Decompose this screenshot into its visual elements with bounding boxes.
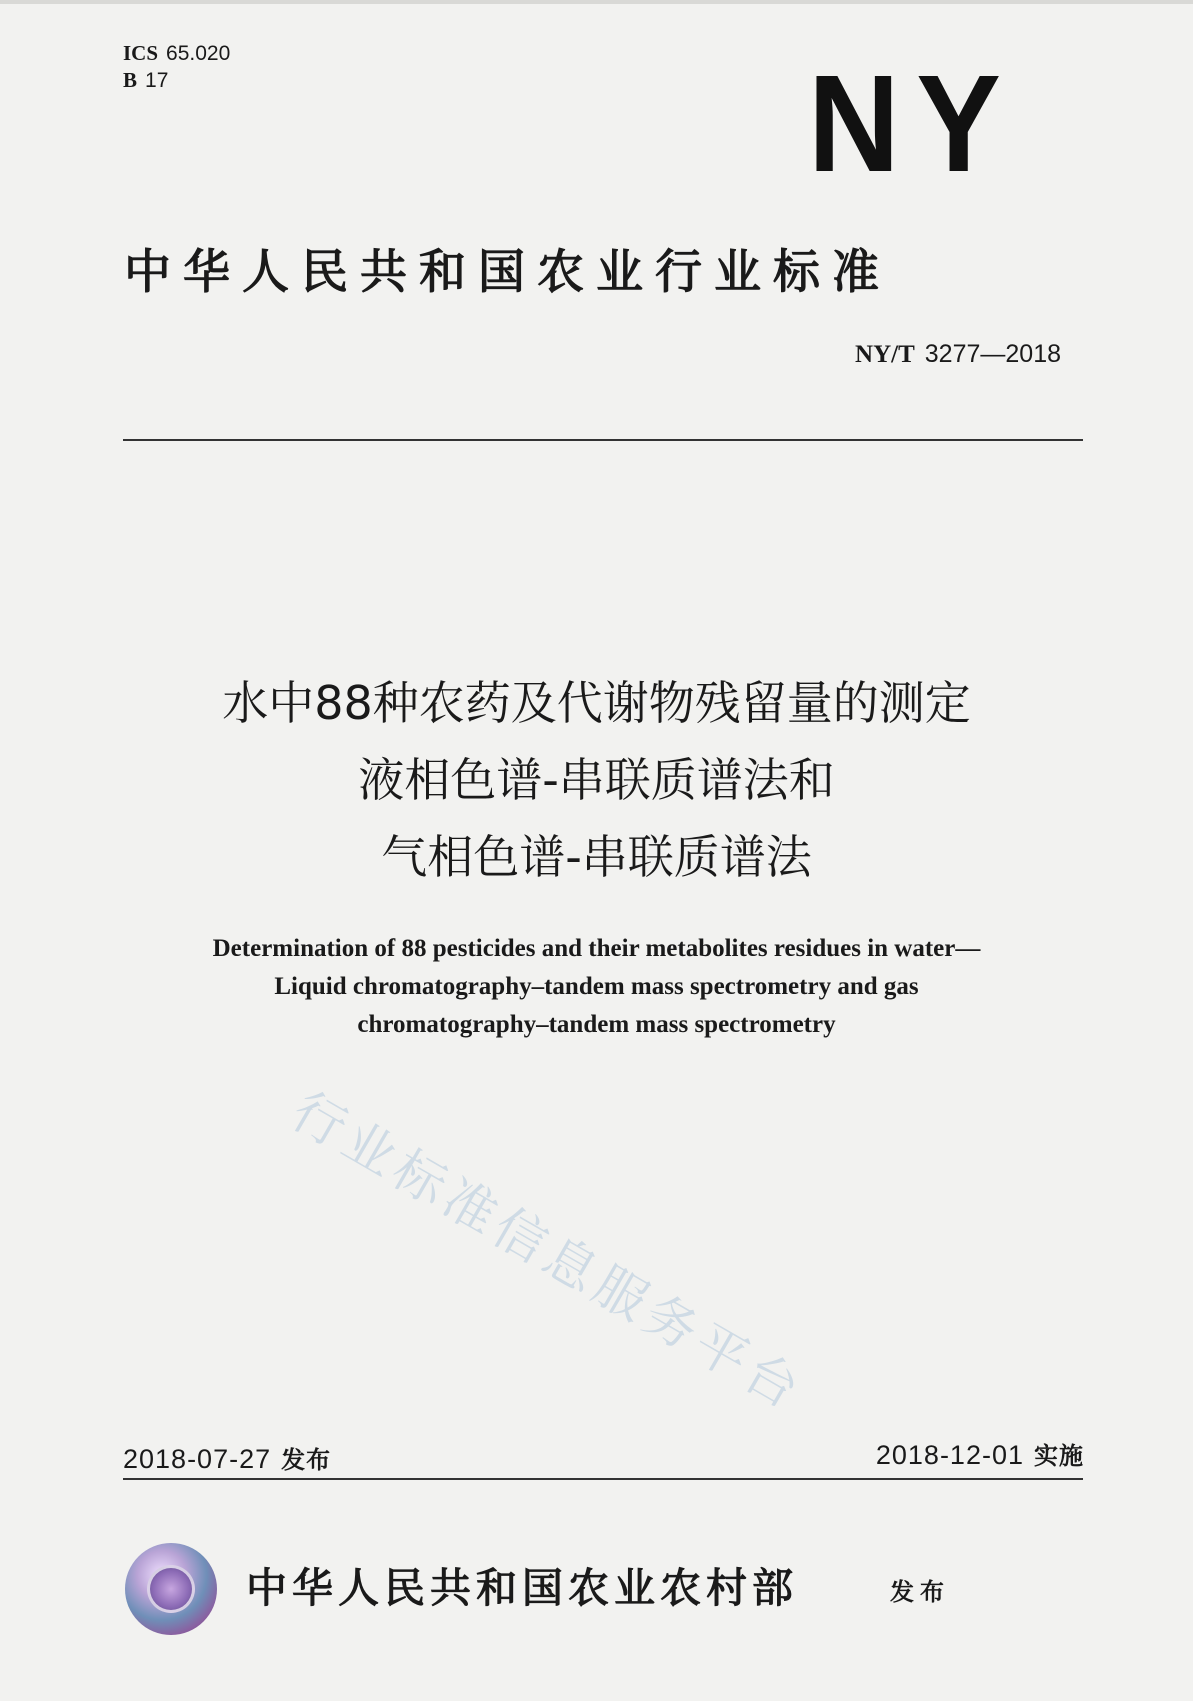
ccs-code [123, 67, 230, 94]
effective-date [876, 1436, 1084, 1471]
chinese-title-line-1: 水中88种农药及代谢物残留量的测定 [222, 676, 971, 730]
chinese-title-line-2: 液相色谱-串联质谱法和 [358, 753, 835, 807]
english-title-line-3: chromatography–tandem mass spectrometry [357, 1011, 836, 1038]
standard-number-prefix: NY/T [855, 341, 915, 368]
classification-codes [123, 40, 230, 94]
ics-label: ICS [123, 41, 159, 65]
ics-code [123, 40, 230, 67]
ccs-label: B [123, 68, 138, 92]
chinese-title-line-3: 气相色谱-串联质谱法 [381, 830, 812, 884]
issue-date-label: 发布 [281, 1446, 332, 1474]
hologram-seal-icon [125, 1543, 217, 1635]
seal-inner [147, 1565, 195, 1613]
issuing-ministry: 中华人民共和国农业农村部 [246, 1564, 798, 1612]
bottom-divider [123, 1478, 1083, 1480]
english-title-line-2: Liquid chromatography–tandem mass spectrometry and gas [274, 973, 919, 1000]
top-divider [123, 439, 1083, 441]
ccs-value: 17 [145, 69, 169, 92]
english-title [0, 930, 1193, 1044]
ministry-publish-label: 发布 [890, 1578, 950, 1606]
effective-date-label: 实施 [1034, 1442, 1084, 1470]
issue-date [123, 1440, 331, 1475]
chinese-title [0, 665, 1193, 896]
english-title-line-1: Determination of 88 pesticides and their metabolites residues in water— [212, 935, 981, 962]
ny-logo: NY [808, 47, 1018, 201]
effective-date-value: 2018-12-01 [875, 1440, 1024, 1470]
ics-value: 65.020 [166, 42, 231, 65]
issue-date-value: 2018-07-27 [123, 1444, 272, 1474]
standard-number-value: 3277—2018 [924, 340, 1061, 368]
scan-edge [0, 0, 1193, 4]
standard-number [855, 340, 1061, 369]
standard-category-title: 中华人民共和国农业行业标准 [124, 245, 891, 300]
watermark: 行业标准信息服务平台 [281, 1081, 814, 1424]
